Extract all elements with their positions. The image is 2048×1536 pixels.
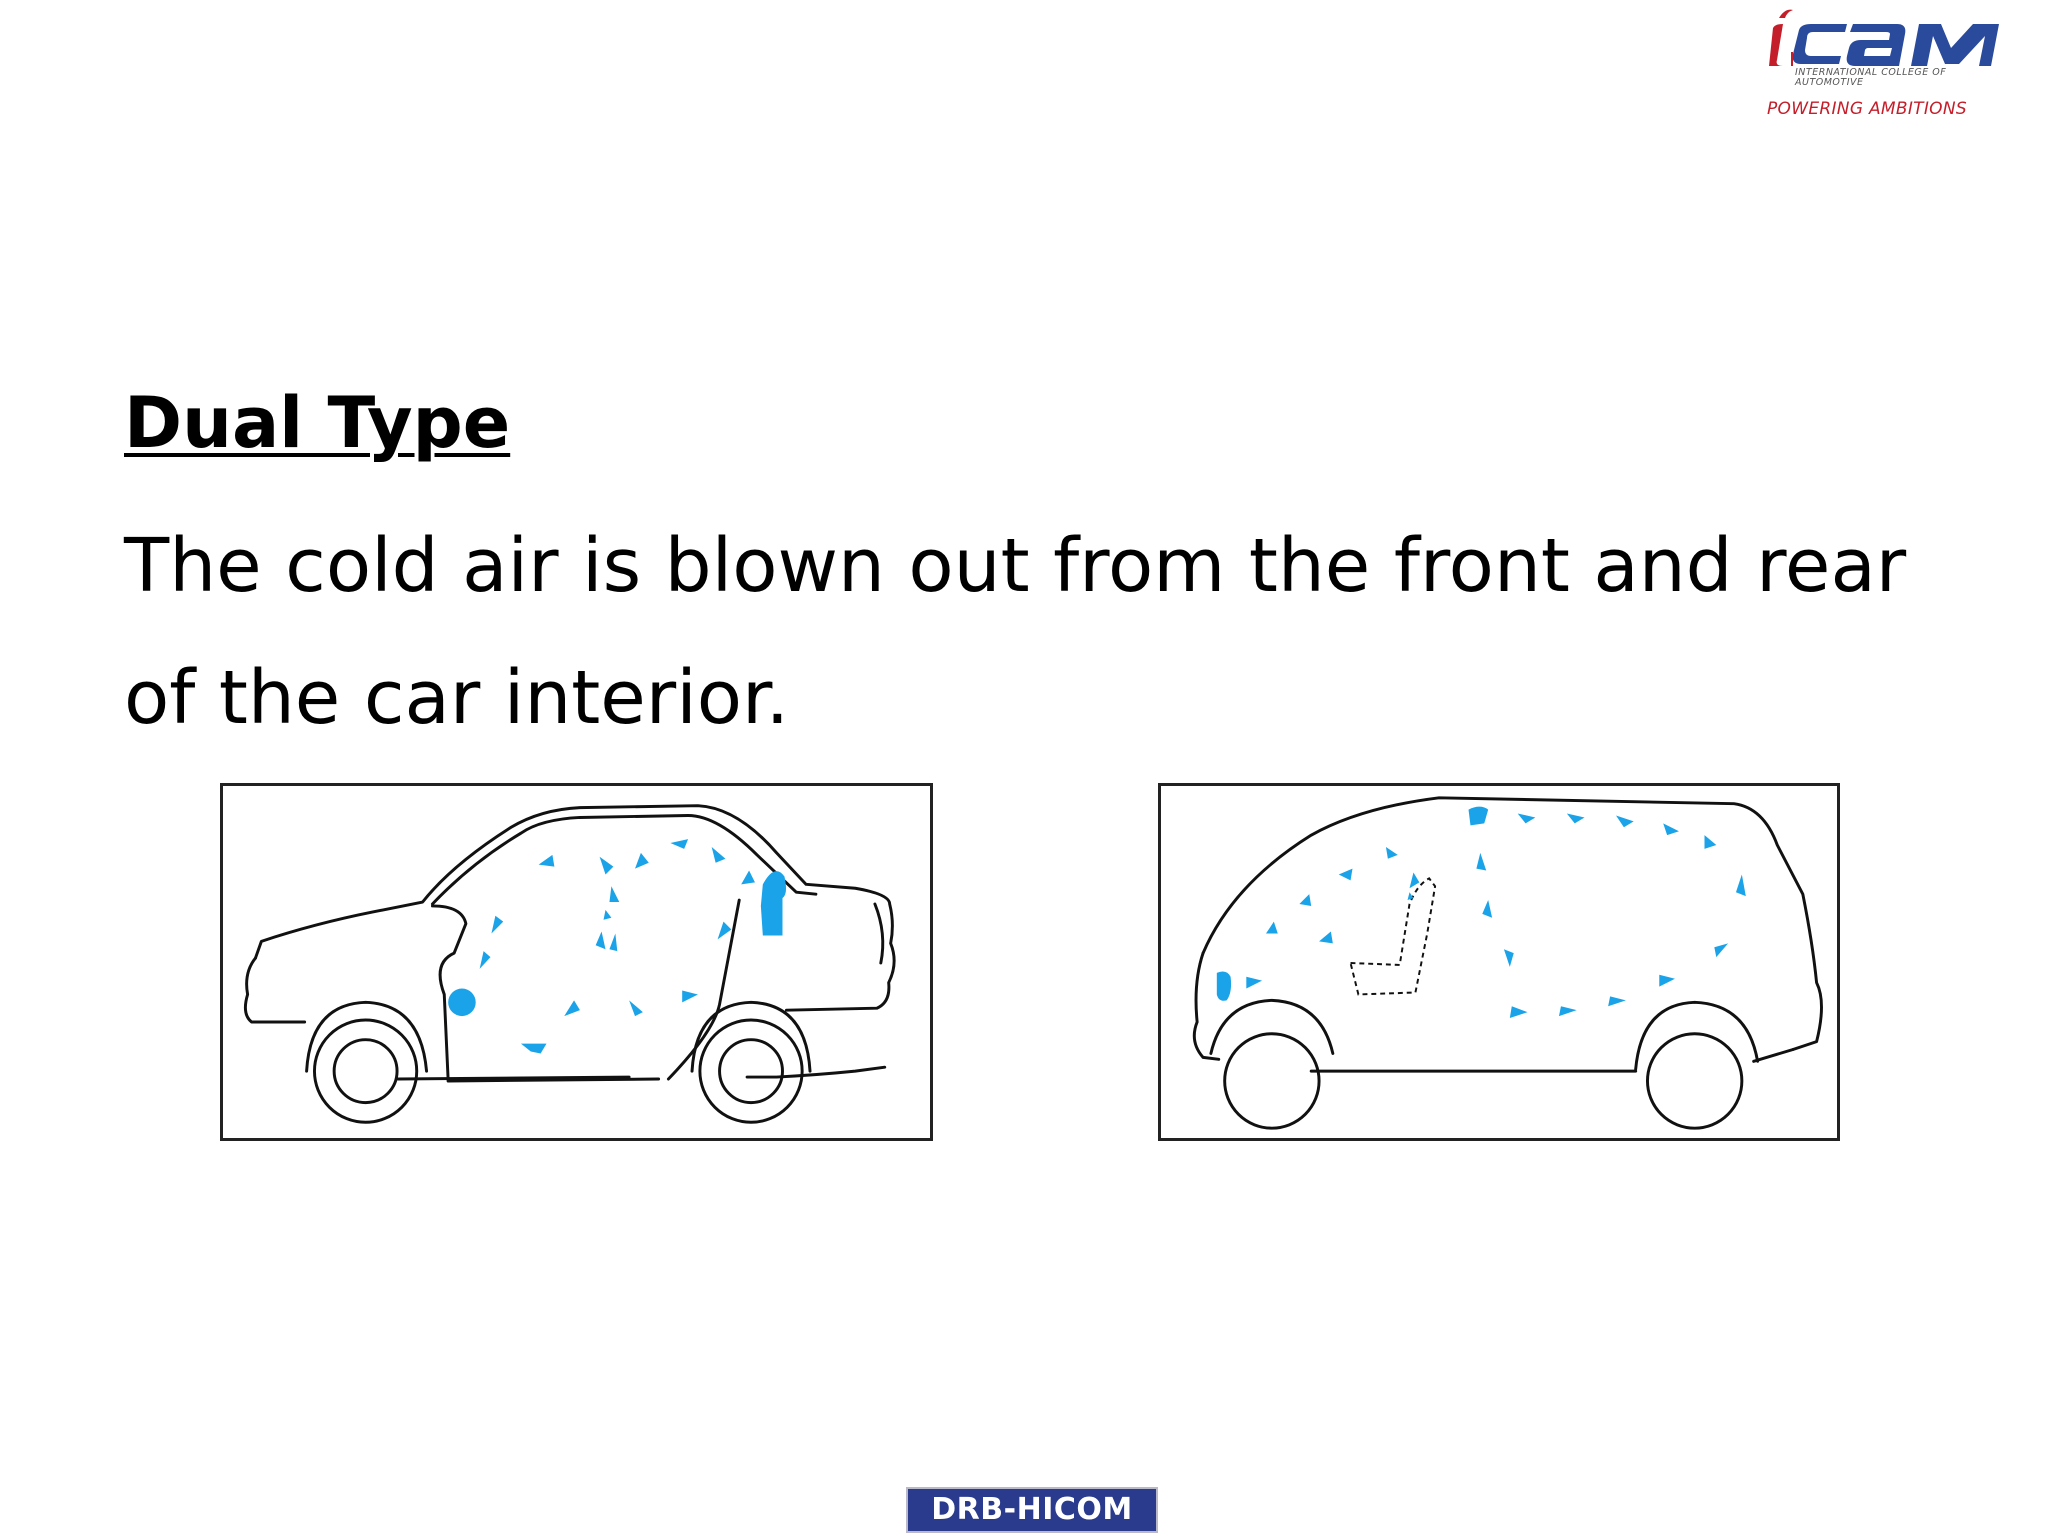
slide-body [124, 500, 1984, 764]
logo-subtitle-line1: INTERNATIONAL COLLEGE OF [1795, 67, 1947, 78]
body-line-1: The cold air is blown out from the front and rear [124, 523, 1907, 609]
icam-logo [1765, 4, 2027, 120]
van-airflow-icon [1161, 786, 1837, 1138]
body-line-2: of the car interior. [124, 655, 790, 741]
sedan-airflow-icon [223, 786, 930, 1138]
van-airflow-figure [1158, 783, 1840, 1141]
logo-subtitle-line2: AUTOMOTIVE [1795, 77, 1864, 88]
slide-title: Dual Type [124, 382, 511, 464]
drb-hicom-badge: DRB-HICOM [906, 1487, 1158, 1533]
logo-tagline: POWERING AMBITIONS [1767, 99, 1967, 119]
sedan-airflow-figure [220, 783, 933, 1141]
logo-subtitle [1795, 68, 2025, 88]
icam-wordmark-icon [1765, 4, 2027, 74]
